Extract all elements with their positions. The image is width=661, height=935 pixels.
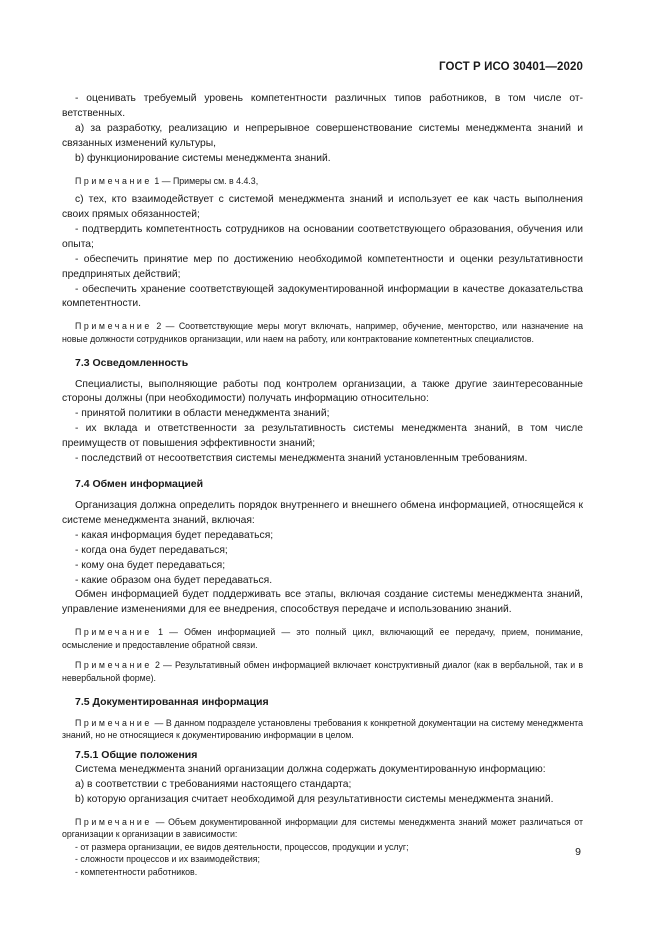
- note-text: 2 — Результативный обмен информацией включает конструктивный диалог (как в вербальной, так и в невербальной форме).: [62, 660, 583, 684]
- paragraph: Специалисты, выполняющие работы под контролем организации, а также другие заинтересованные стороны должны (при необходимости) получать информацию относительно:: [62, 378, 583, 405]
- note-label: Примечание: [75, 816, 152, 827]
- note: [62, 626, 583, 651]
- list-item: - принятой политики в области менеджмента знаний;: [75, 408, 330, 420]
- note-list-item: - от размера организации, ее видов деятельности, процессов, продукции и услуг;: [75, 841, 409, 852]
- list-item: - какая информация будет передаваться;: [75, 529, 274, 541]
- section-title-7-3: 7.3 Осведомленность: [75, 356, 189, 369]
- section-title-7-4: 7.4 Обмен информацией: [75, 478, 204, 490]
- list-item: a) в соответствии с требованиями настоящего стандарта;: [75, 778, 352, 790]
- note-label: Примечание: [75, 717, 152, 728]
- note-text: — Объем документированной информации для системы менеджмента знаний может различаться от организации к организации в зависимости:: [62, 816, 583, 840]
- paragraph: - оценивать требуемый уровень компетентности различных типов работников, в том числе ответственных.: [62, 93, 583, 119]
- note-text: 1 — Обмен информацией — это полный цикл, включающий ее передачу, прием, понимание, осмысление и предоставление обратной связи.: [62, 627, 583, 650]
- paragraph: Организация должна определить порядок внутреннего и внешнего обмена информацией, относящейся к системе менеджмента знаний, включая:: [62, 500, 583, 526]
- paragraph: Система менеджмента знаний организации должна содержать документированную информацию:: [75, 763, 546, 775]
- document-body: [62, 92, 583, 879]
- note-label: Примечание: [75, 175, 152, 186]
- note-text: — В данном подразделе установлены требования к конкретной документации на систему менеджмента знаний, но не относящиеся к документированию информации в целом.: [62, 717, 584, 741]
- document-header: ГОСТ Р ИСО 30401—2020: [438, 61, 583, 73]
- note: [62, 717, 583, 742]
- note-list-item: - компетентности работников.: [75, 866, 198, 877]
- list-item: - когда она будет передаваться;: [75, 544, 228, 556]
- list-item: - обеспечить принятие мер по достижению необходимой компетентности и оценки результативности предпринятых действий;: [62, 253, 583, 280]
- list-item: - их вклада и ответственности за результативность системы менеджмента знаний, в том числе преимуществ от повышения эффективности знаний;: [62, 423, 583, 450]
- paragraph: Обмен информацией будет поддерживать все этапы, включая создание системы менеджмента знаний, управление изменениями для ее внедрения, способствуя передаче и использованию знаний.: [62, 589, 583, 616]
- section-title-7-5-1: 7.5.1 Общие положения: [75, 748, 198, 761]
- list-item: - кому она будет передаваться;: [75, 559, 226, 571]
- paragraph: c) тех, кто взаимодействует с системой менеджмента знаний и использует ее как часть выполнения своих прямых обязанностей;: [62, 194, 583, 221]
- list-item: b) которую организация считает необходимой для результативности системы менеджмента знаний.: [75, 793, 554, 805]
- paragraph: b) функционирование системы менеджмента знаний.: [75, 152, 331, 164]
- list-item: - последствий от несоответствия системы менеджмента знаний установленным требованиям.: [75, 453, 528, 465]
- note-list-item: - сложности процессов и их взаимодействия;: [75, 854, 260, 865]
- list-item: - обеспечить хранение соответствующей задокументированной информации в качестве доказательства компетентности.: [62, 283, 583, 310]
- section-title-7-5: 7.5 Документированная информация: [75, 695, 269, 708]
- list-item: - какие образом она будет передаваться.: [75, 574, 273, 586]
- note-text: 1 — Примеры см. в 4.4.3,: [154, 175, 259, 186]
- note-text: 2 — Соответствующие меры могут включать, например, обучение, менторство, или назначение на новые должности сотрудников организации, или наем на работу, или контрактование компетентных специалистов.: [62, 321, 583, 344]
- page-number: 9: [575, 846, 581, 858]
- note-label: Примечание: [75, 660, 152, 671]
- note-label: Примечание: [75, 627, 152, 638]
- note: [62, 175, 583, 188]
- note-label: Примечание: [75, 321, 152, 332]
- note: [62, 659, 583, 684]
- note: [62, 320, 583, 345]
- paragraph: a) за разработку, реализацию и непрерывное совершенствование системы менеджмента знаний и связанных изменений культуры,: [62, 122, 583, 149]
- list-item: - подтвердить компетентность сотрудников на основании соответствующего образования, обучения или опыта;: [62, 223, 583, 250]
- note: [62, 816, 583, 841]
